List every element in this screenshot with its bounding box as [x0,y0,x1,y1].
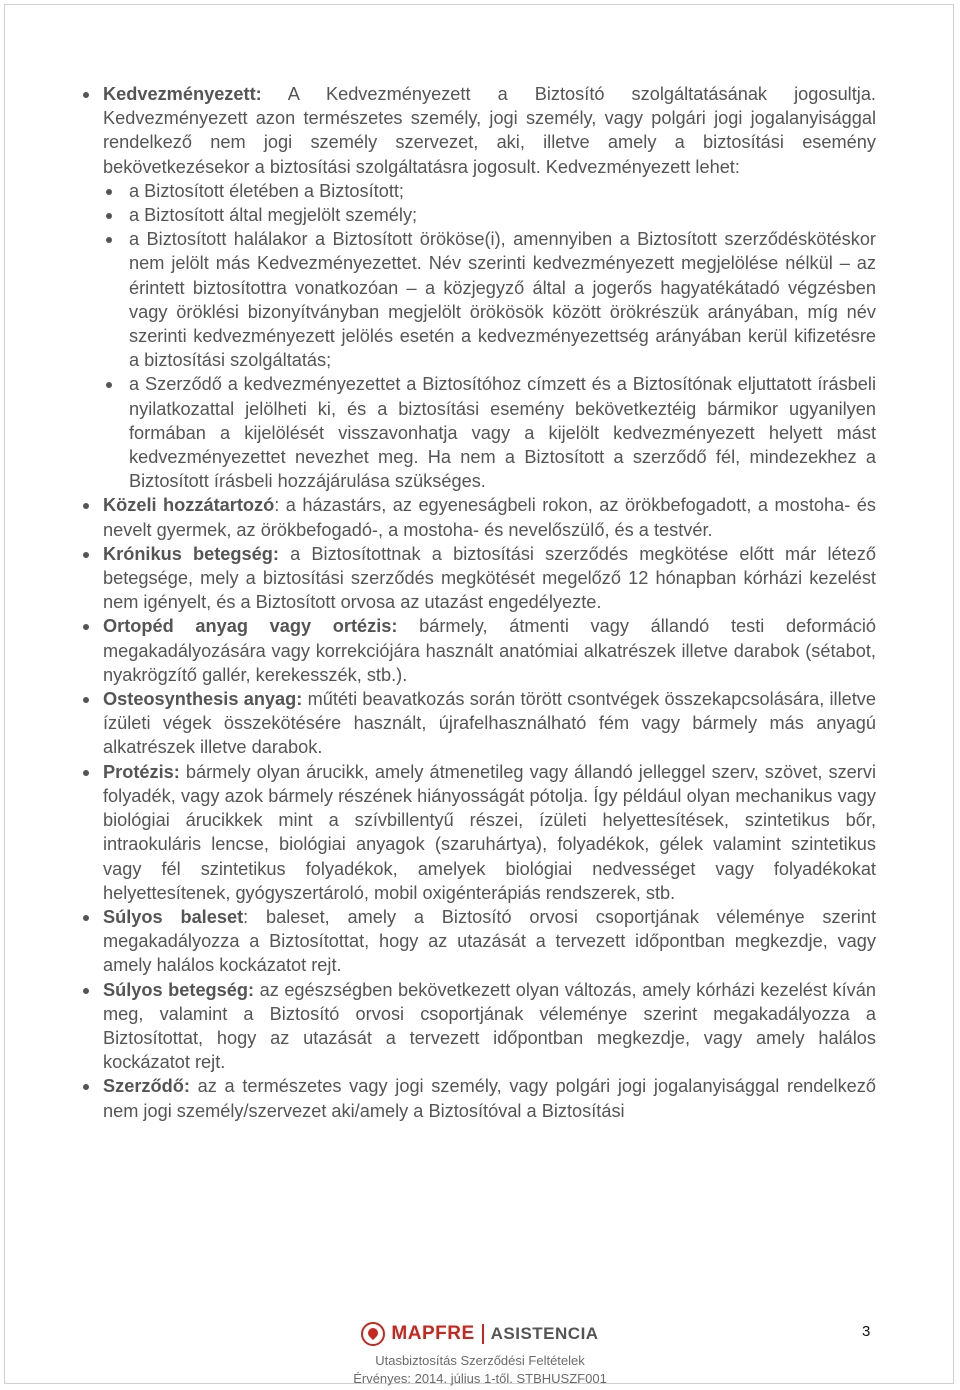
mapfre-logo [0,1318,960,1350]
definitions-list [80,82,876,1123]
term-label: Közeli hozzátartozó [103,495,275,516]
bullet-icon [80,978,103,1075]
term-text: az egészségben bekövetkezett olyan változás, amely kórházi kezelést kíván meg, valamint a Biztosító orvosi csoportjának véleménye szerint megakadályozza a Biztosítottat, hogy az utazását a tervezett időpontban megkezdje, vagy amely halálos kockázatot rejt. [103,979,876,1073]
sub-item-text: a Biztosított halálakor a Biztosított örököse(i), amennyiben a Biztosított szerződéskötéskor nem jelölt más Kedvezményezettet. Név szerinti kedvezményezett megjelölése nélkül – az érintett biztosítottra vonatkozóan – a közjegyző által a jogerős hagyatékátadó végzésben vagy öröklési bizonyítványban megjelölt örökösök között örökrészük arányában, míg név szerinti kedvezményezett jelölés esetén a kedvezményezettség arányában kerül kifizetésre a biztosítási szolgáltatás; [129,229,876,371]
term-ortoped-anyag [80,614,876,687]
logo-divider [482,1324,484,1344]
beneficiary-sub-list [103,179,876,494]
term-text: műtéti beavatkozás során törött csontvégek összekapcsolására, illetve ízületi végek összekötésére használt, újrafelhasználható fém vagy bármely más anyagú alkatrészek illetve darabok. [103,689,877,758]
page-footer [0,1318,960,1388]
bullet-icon [103,179,129,203]
sub-item-text: a Szerződő a kedvezményezettet a Biztosítóhoz címzett és a Biztosítónak eljuttatott írásbeli nyilatkozattal jelölheti ki, és a biztosítási esemény bekövetkeztéig bármikor ugyanilyen formában a kijelölését visszavonhatja vagy a kijelölt kedvezményezett helyett mást kedvezményezettet nevezhet meg. Ha nem a Biztosított a szerződő fél, mindezekhez a Biztosított írásbeli hozzájárulása szükséges. [129,374,876,492]
bullet-icon [103,203,129,227]
term-label: Protézis: [103,761,180,782]
list-item [103,179,876,203]
term-label: Súlyos baleset [103,906,244,927]
term-text: az a természetes vagy jogi személy, vagy polgári jogi jogalanyisággal rendelkező nem jogi személy/szervezet aki/amely a Biztosítóval a Biztosítási [103,1076,876,1121]
term-text: : baleset, amely a Biztosító orvosi csoportjának véleménye szerint megakadályozza a Biztosítottat, hogy az utazását a tervezett időpontban megkezdje, vagy amely halálos kockázatot rejt. [103,906,876,976]
term-kedvezmenyezett [80,82,876,493]
list-item [103,203,876,227]
bullet-icon [103,227,129,372]
term-label: Ortopéd anyag vagy ortézis: [103,616,398,637]
term-text: bármely olyan árucikk, amely átmenetileg vagy állandó jelleggel szerv, szövet, szervi folyadék, vagy azok bármely részének hiányosságát pótolja. Így például olyan mechanikus vagy biológiai árucikkek mint a szívbillentyű részei, ízületi helyettesítések, szintetikus bőr, intraokuláris lencse, biológiai anyagok (szaruhártya), folyadékok, gélek valamint szintetikus vagy fél szintetikus folyadékok, amelyek biológiai nedvességet vagy folyadékokat helyettesítenek, gyógyszertároló, mobil oxigénterápiás rendszerek, stb. [103,761,876,903]
page-number: 3 [862,1323,871,1340]
term-label: Szerződő: [103,1076,190,1097]
term-text: bármely, átmenti vagy állandó testi deformáció megakadályozására vagy korrekciójára használt anatómiai alkatrészek illetve darabok (sétabot, nyakrögzítő gallér, kerekesszék, stb.). [103,616,876,685]
logo-subbrand: ASISTENCIA [490,1324,599,1343]
footer-doc-title: Utasbiztosítás Szerződési Feltételek [375,1353,585,1368]
term-label: Krónikus betegség: [103,543,279,564]
bullet-icon [103,372,129,493]
term-protezis [80,760,876,905]
sub-item-text: a Biztosított életében a Biztosított; [129,180,404,201]
term-szerzodo [80,1074,876,1122]
bullet-icon [80,687,103,760]
term-kozeli-hozzatartozo [80,493,876,541]
term-label: Kedvezményezett: [103,84,262,104]
sub-item-text: a Biztosított által megjelölt személy; [129,205,418,226]
bullet-icon [80,82,103,493]
term-kronikus-betegseg [80,542,876,615]
footer-validity: Érvényes: 2014. július 1-től. STBHUSZF001 [353,1371,607,1386]
mapfre-logo-icon [361,1322,385,1346]
list-item [103,227,876,372]
bullet-icon [80,542,103,615]
bullet-icon [80,905,103,978]
bullet-icon [80,493,103,541]
list-item [103,372,876,493]
bullet-icon [80,760,103,905]
term-text: a Biztosítottnak a biztosítási szerződés megkötése előtt már létező betegsége, mely a biztosítási szerződés megkötését megelőző 12 hónapban kórházi kezelést nem igényelt, és a Biztosított orvosa az utazást engedélyezte. [103,543,877,613]
bullet-icon [80,1074,103,1122]
term-text: : a házastárs, az egyeneságbeli rokon, az örökbefogadott, a mostoha- és nevelt gyermek, az örökbefogadó-, a mostoha- és nevelőszülő, és a testvér. [103,495,876,540]
term-label: Súlyos betegség: [103,979,255,1000]
term-text: A Kedvezményezett a Biztosító szolgáltatásának jogosultja. Kedvezményezett azon természetes személy, jogi személy, vagy polgári jogi jogalanyisággal rendelkező nem jogi személy szervezet, aki, illetve amely a biztosítási esemény bekövetkezésekor a biztosítási szolgáltatásra jogosult. Kedvezményezett lehet: [103,84,876,177]
term-label: Osteosynthesis anyag: [103,689,303,710]
bullet-icon [80,614,103,687]
term-osteosynthesis [80,687,876,760]
term-sulyos-baleset [80,905,876,978]
term-sulyos-betegseg [80,978,876,1075]
logo-brand: MAPFRE [391,1323,475,1344]
